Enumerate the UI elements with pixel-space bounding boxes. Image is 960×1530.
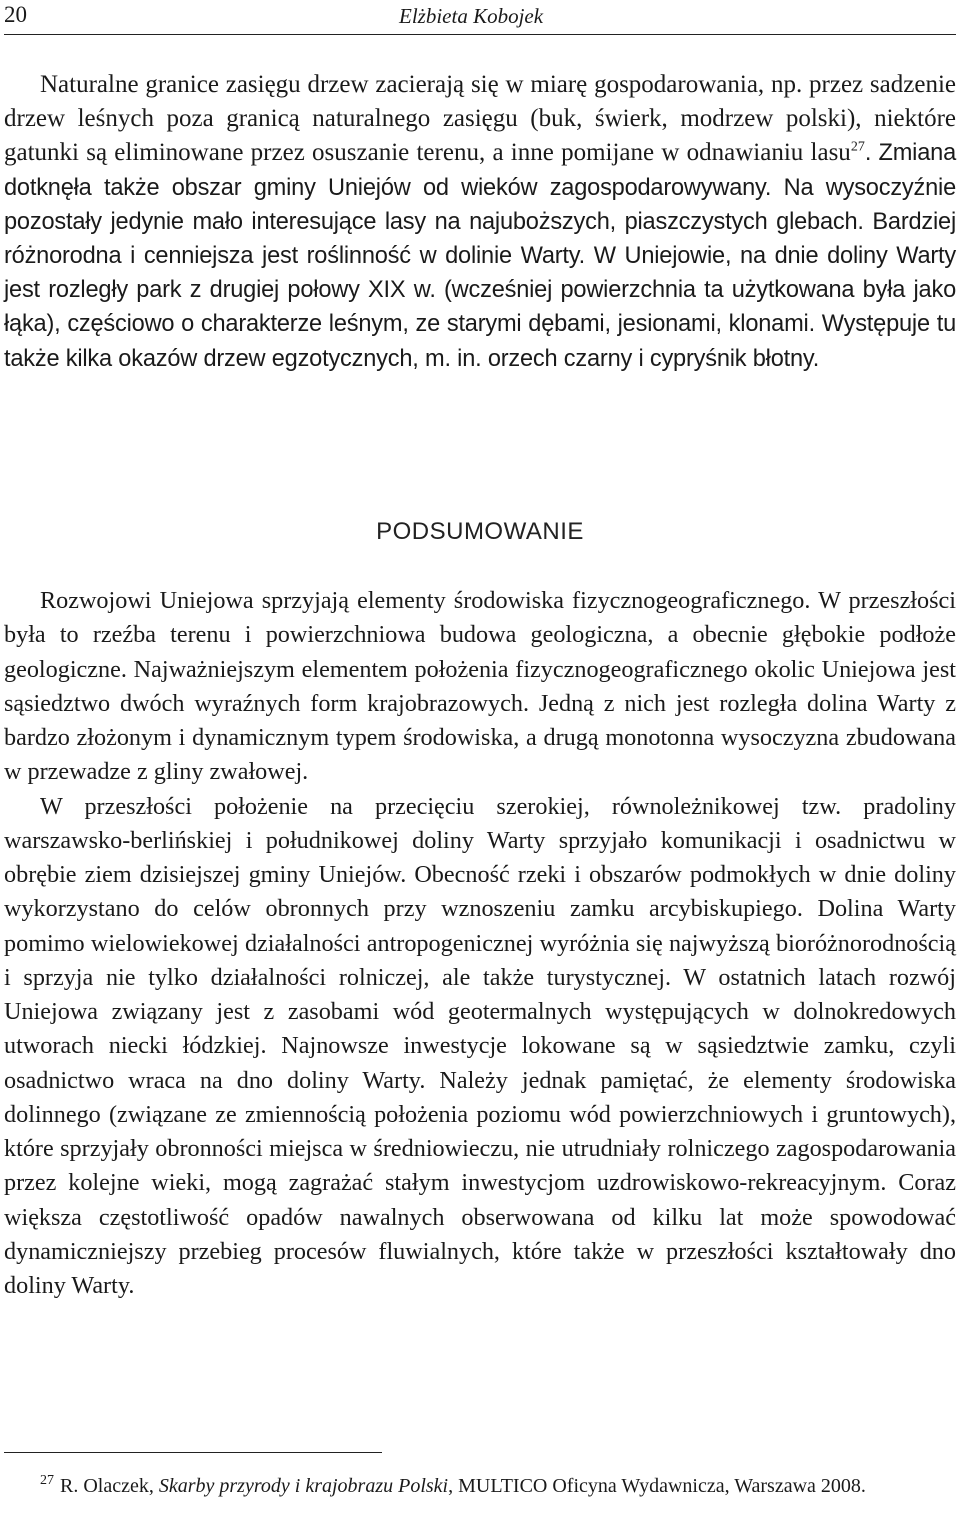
summary-block <box>4 584 956 1303</box>
footnote-reference: 27 <box>850 140 865 156</box>
footnote-number: 27 <box>40 1473 54 1489</box>
footnote <box>4 1470 956 1502</box>
footnote-author: R. Olaczek, <box>60 1475 159 1497</box>
page-header <box>4 0 956 35</box>
footnote-publisher: , MULTICO Oficyna Wydawnicza, Warszawa 2008. <box>448 1475 866 1497</box>
paragraph-sans-text: . Zmiana dotknęła także obszar gminy Uniejów od wieków zagospodarowywany. Na wysoczyźnie pozostały jedynie mało interesujące lasy na najuboższych, piaszczystych glebach. Bardziej różnorodna i cenniejsza jest roślinność w dolinie Warty. W Uniejowie, na dnie doliny Warty jest rozległy park z drugiej połowy XIX w. (wcześniej powierzchnia ta użytkowana była jako łąka), częściowo o charakterze leśnym, ze starymi dębami, jesionami, klonami. Występuje tu także kilka okazów drzew egzotycznych, m. in. orzech czarny i cypryśnik błotny. <box>4 140 956 372</box>
page-number: 20 <box>4 2 27 27</box>
paragraph-serif-text: Naturalne granice zasięgu drzew zacierają się w miarę gospodarowania, np. przez sadzenie drzew leśnych poza granicą naturalnego zasięgu (buk, świerk, modrzew polski), niektóre gatunki są eliminowane przez osuszanie terenu, a inne pomijane w odnawianiu lasu <box>4 71 956 167</box>
paragraph-summary-2: W przeszłości położenie na przecięciu szerokiej, równoleżnikowej tzw. pradoliny warszawsko-berlińskiej i południkowej doliny Warty sprzyjało komunikacji i osadnictwu w obrębie ziem dzisiejszej gminy Uniejów. Obecność rzeki i obszarów podmokłych w dnie doliny wykorzystano do celów obronnych przy wznoszeniu zamku arcybiskupiego. Dolina Warty pomimo wielowiekowej działalności antropogenicznej wyróżnia się najwyższą bioróżnorodnością i sprzyja nie tylko działalności rolniczej, ale także turystycznej. W ostatnich latach rozwój Uniejowa związany jest z zasobami wód geotermalnych występujących w dolnokredowych utworach niecki łódzkiej. Najnowsze inwestycje lokowane są w sąsiedztwie zamku, czyli osadnictwo wraca na dno doliny Warty. Należy jednak pamiętać, że elementy środowiska dolinnego (związane ze zmiennością położenia poziomu wód powierzchniowych i gruntowych), które sprzyjały obronności miejsca w średniowieczu, nie utrudniały rolniczego zagospodarowania przez kolejne wieki, mogą zagrażać stałym inwestycjom uzdrowiskowo-rekreacyjnym. Coraz większa częstotliwość opadów nawalnych obserwowana od kilku lat może spowodować dynamiczniejszy przebieg procesów fluwialnych, które także w przeszłości kształtowały dno doliny Warty. <box>4 792 956 1299</box>
footnote-title: Skarby przyrody i krajobrazu Polski <box>158 1475 449 1497</box>
paragraph-summary-1: Rozwojowi Uniejowa sprzyjają elementy środowiska fizycznogeograficznego. W przeszłości była to rzeźba terenu i powierzchniowa budowa geologiczna, a obecnie głębokie podłoże geologiczne. Najważniejszym elementem położenia fizycznogeograficznego okolic Uniejowa jest sąsiedztwo dwóch wyraźnych form krajobrazowych. Jedną z nich jest rozległa dolina Warty z bardzo złożonym i dynamicznym typem środowiska, a drugą monotonna wysoczyzna zbudowana w przewadze z gliny zwałowej. <box>4 587 956 786</box>
footnote-rule <box>4 1452 382 1453</box>
running-head: Elżbieta Kobojek <box>399 4 544 28</box>
section-heading: PODSUMOWANIE <box>376 518 584 545</box>
paragraph-forest-ranges <box>4 68 956 376</box>
intro-paragraph-block <box>4 68 956 376</box>
